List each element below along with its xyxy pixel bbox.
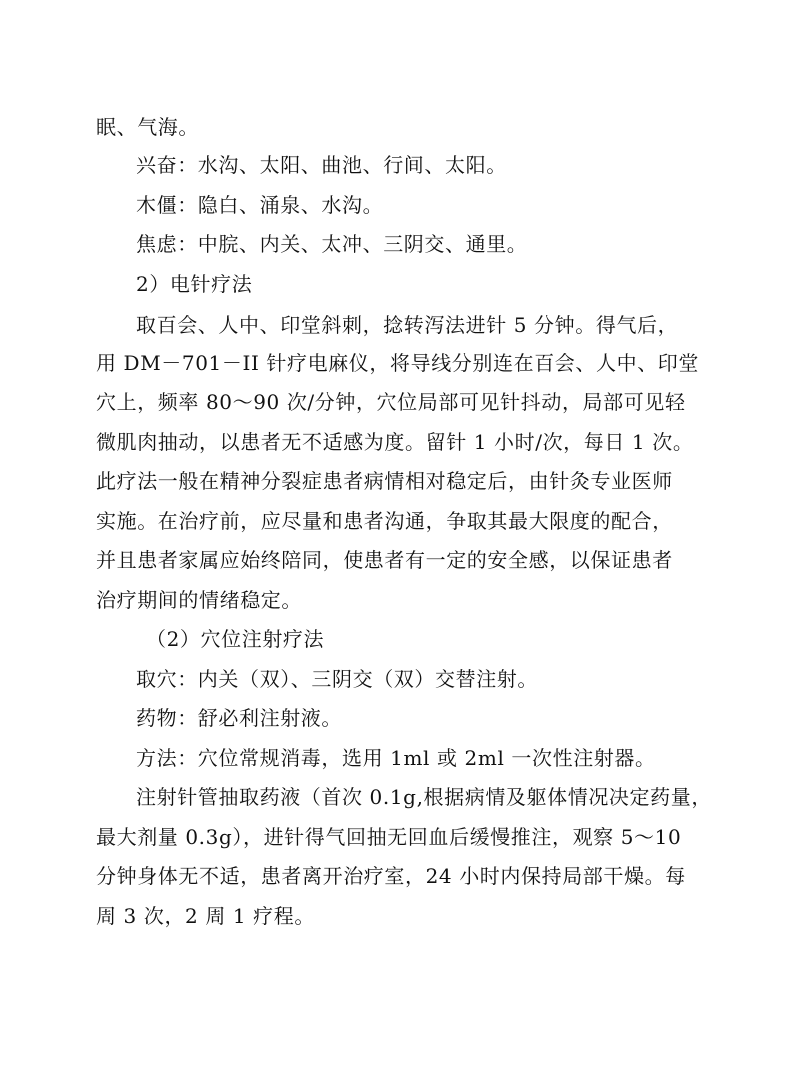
text-line: 取百会、人中、印堂斜刺，捻转泻法进针 5 分钟。得气后， — [136, 313, 679, 337]
text-line: 方法：穴位常规消毒，选用 1ml 或 2ml 一次性注射器。 — [136, 746, 656, 770]
section-heading: （2）穴位注射疗法 — [146, 627, 325, 651]
text-line: 并且患者家属应始终陪同，使患者有一定的安全感，以保证患者 — [96, 548, 673, 572]
text-line: 此疗法一般在精神分裂症患者病情相对稳定后，由针灸专业医师 — [96, 469, 673, 493]
text-line: 治疗期间的情绪稳定。 — [96, 588, 302, 612]
text-line: 木僵：隐白、涌泉、水沟。 — [136, 193, 384, 217]
text-line: 焦虑：中脘、内关、太冲、三阴交、通里。 — [136, 232, 528, 256]
text-line: 最大剂量 0.3g），进针得气回抽无回血后缓慢推注，观察 5～10 — [96, 825, 682, 849]
text-line: 兴奋：水沟、太阳、曲池、行间、太阳。 — [136, 153, 507, 177]
text-line: 眠、气海。 — [96, 115, 199, 139]
text-line: 实施。在治疗前，应尽量和患者沟通，争取其最大限度的配合， — [96, 509, 673, 533]
text-line: 药物：舒必利注射液。 — [136, 706, 342, 730]
text-line: 穴上，频率 80～90 次/分钟，穴位局部可见针抖动，局部可见轻 — [96, 390, 686, 414]
text-line: 分钟身体无不适，患者离开治疗室，24 小时内保持局部干燥。每 — [96, 864, 686, 888]
text-line: 微肌肉抽动，以患者无不适感为度。留针 1 小时/次，每日 1 次。 — [96, 430, 694, 454]
text-line: 用 DM－701－II 针疗电麻仪，将导线分别连在百会、人中、印堂 — [96, 351, 700, 375]
text-line: 注射针管抽取药液（首次 0.1g,根据病情及躯体情况决定药量， — [136, 785, 712, 809]
text-line: 周 3 次，2 周 1 疗程。 — [96, 904, 315, 928]
section-heading: 2）电针疗法 — [136, 272, 253, 296]
text-line: 取穴：内关（双）、三阴交（双）交替注射。 — [136, 667, 538, 691]
